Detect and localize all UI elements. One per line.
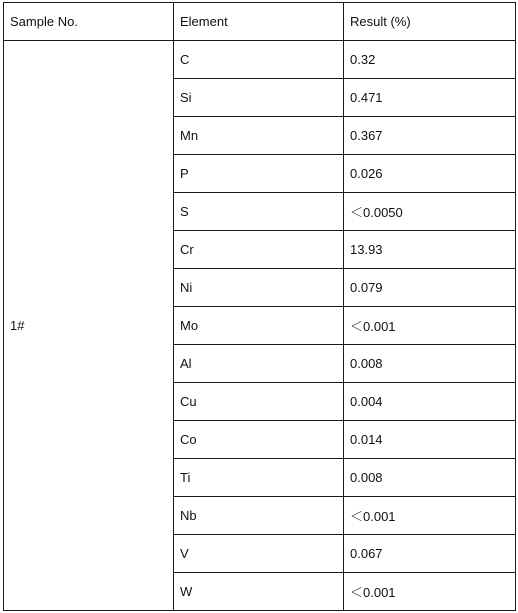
result-cell: ＜0.0050: [344, 193, 516, 231]
table-body: [4, 3, 516, 611]
element-cell: Ni: [174, 269, 344, 307]
result-cell: 0.008: [344, 459, 516, 497]
header-result: Result (%): [344, 3, 516, 41]
result-cell: 0.067: [344, 535, 516, 573]
element-cell: Cr: [174, 231, 344, 269]
table-header-row: [4, 3, 516, 41]
element-cell: V: [174, 535, 344, 573]
header-sample-no: Sample No.: [4, 3, 174, 41]
element-cell: Nb: [174, 497, 344, 535]
element-cell: Mo: [174, 307, 344, 345]
result-cell: 0.026: [344, 155, 516, 193]
result-cell: ＜0.001: [344, 307, 516, 345]
element-cell: Ti: [174, 459, 344, 497]
sample-no-cell: 1#: [4, 41, 174, 611]
table-row: [4, 41, 516, 79]
element-cell: C: [174, 41, 344, 79]
result-cell: 0.471: [344, 79, 516, 117]
element-cell: Mn: [174, 117, 344, 155]
element-cell: Al: [174, 345, 344, 383]
result-cell: 0.079: [344, 269, 516, 307]
result-cell: 0.32: [344, 41, 516, 79]
element-cell: P: [174, 155, 344, 193]
element-cell: Si: [174, 79, 344, 117]
result-cell: 0.367: [344, 117, 516, 155]
result-cell: 0.004: [344, 383, 516, 421]
result-cell: 0.014: [344, 421, 516, 459]
chemical-composition-table: [3, 2, 516, 611]
element-cell: Co: [174, 421, 344, 459]
element-cell: S: [174, 193, 344, 231]
result-cell: 0.008: [344, 345, 516, 383]
element-cell: W: [174, 573, 344, 611]
result-cell: ＜0.001: [344, 573, 516, 611]
result-cell: 13.93: [344, 231, 516, 269]
element-cell: Cu: [174, 383, 344, 421]
result-cell: ＜0.001: [344, 497, 516, 535]
header-element: Element: [174, 3, 344, 41]
